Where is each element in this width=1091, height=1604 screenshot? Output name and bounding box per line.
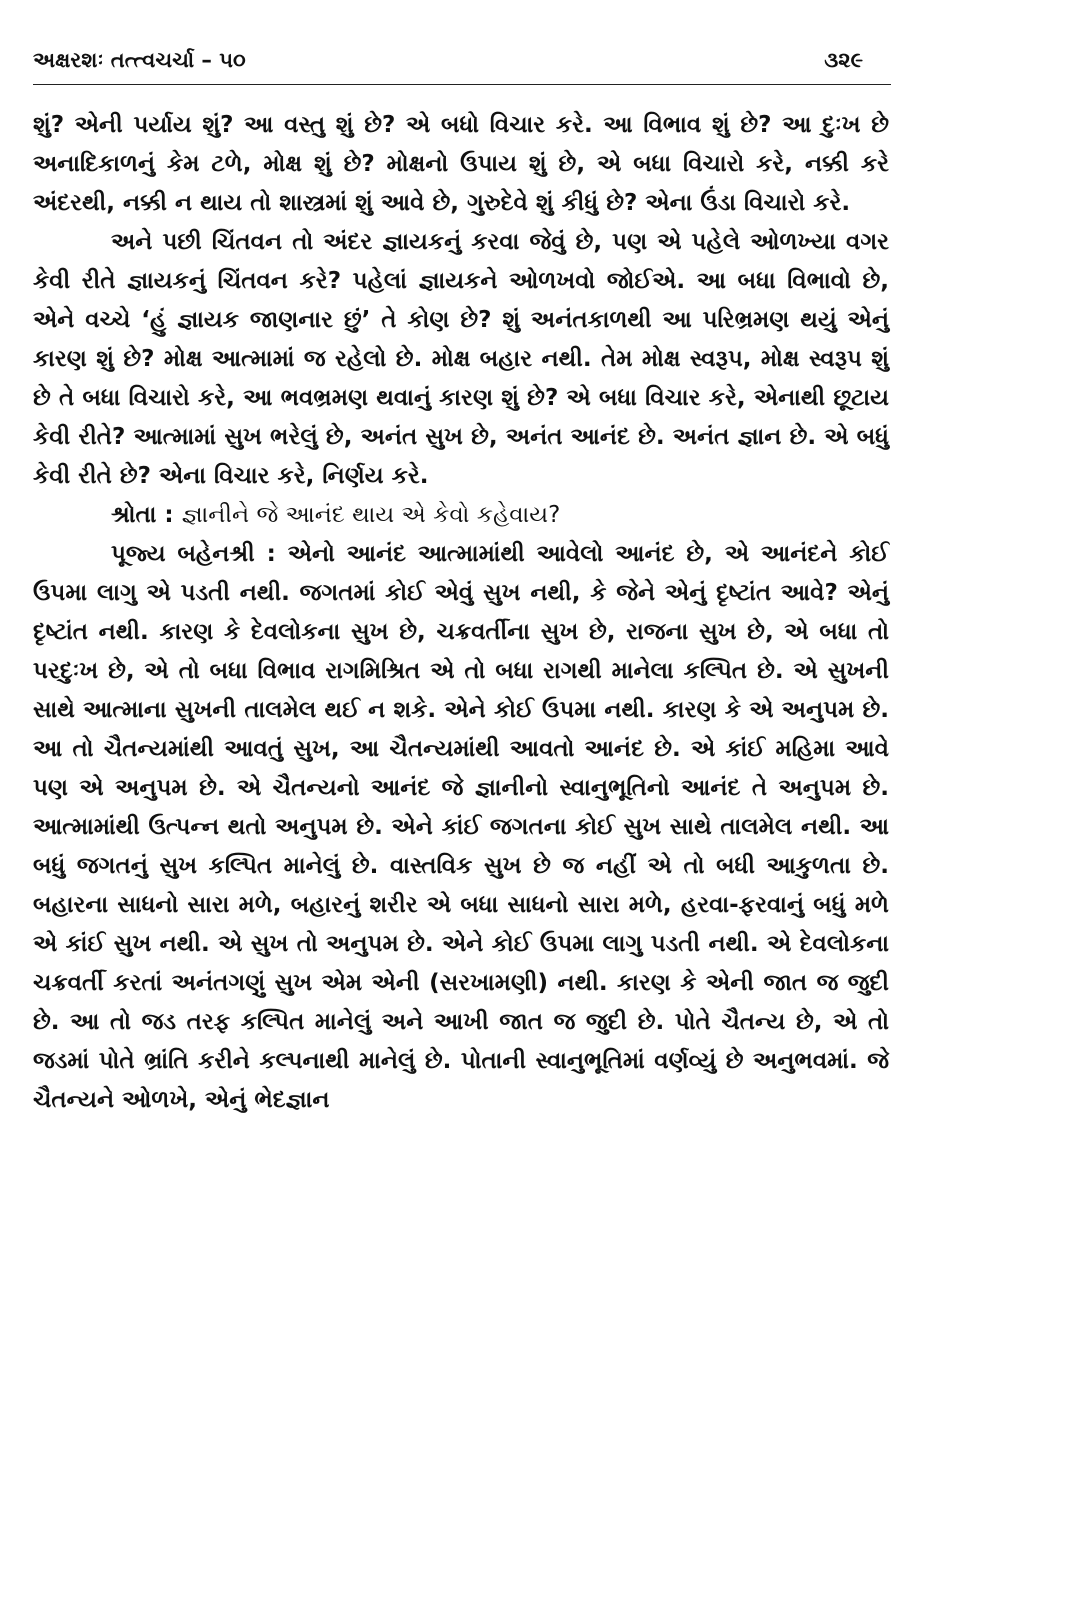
running-title: અક્ષરશઃ તત્ત્વચર્ચા – ૫૦ — [33, 48, 246, 72]
running-header — [33, 44, 891, 85]
bahenshri-label: પૂજ્ય બહેનશ્રી : — [111, 541, 276, 567]
page-number: ૩૨૯ — [824, 48, 863, 72]
bahenshri-answer — [33, 535, 889, 1120]
listener-question — [33, 496, 889, 535]
body-text — [33, 106, 889, 1120]
paragraph-contemplation: અને પછી ચિંતવન તો અંદર જ્ઞાયકનું કરવા જેવું છે, પણ એ પહેલે ઓળખ્યા વગર કેવી રીતે જ્ઞાયકનું ચિંતવન કરે? પહેલાં જ્ઞાયકને ઓળખવો જોઈએ. આ બધા વિભાવો છે, એને વચ્ચે ‘હું જ્ઞાયક જાણનાર છું’ તે કોણ છે? શું અનંતકાળથી આ પરિભ્રમણ થયું એનું કારણ શું છે? મોક્ષ આત્મામાં જ રહેલો છે. મોક્ષ બહાર નથી. તેમ મોક્ષ સ્વરૂપ, મોક્ષ સ્વરૂપ શું છે તે બધા વિચારો કરે, આ ભવભ્રમણ થવાનું કારણ શું છે? એ બધા વિચાર કરે, એનાથી છૂટાય કેવી રીતે? આત્મામાં સુખ ભરેલું છે, અનંત સુખ છે, અનંત આનંદ છે. અનંત જ્ઞાન છે. એ બધું કેવી રીતે છે? એના વિચાર કરે, નિર્ણય કરે. — [33, 229, 889, 489]
paragraph-continuation: શું? એની પર્યાય શું? આ વસ્તુ શું છે? એ બધો વિચાર કરે. આ વિભાવ શું છે? આ દુઃખ છે અનાદિકાળનું કેમ ટળે, મોક્ષ શું છે? મોક્ષનો ઉપાય શું છે, એ બધા વિચારો કરે, નક્કી કરે અંદરથી, નક્કી ન થાય તો શાસ્ત્રમાં શું આવે છે, ગુરુદેવે શું કીધું છે? એના ઉંડા વિચારો કરે. — [33, 112, 889, 216]
listener-label: શ્રોતા : — [111, 502, 174, 528]
listener-question-text: જ્ઞાનીને જે આનંદ થાય એ કેવો કહેવાય? — [181, 502, 561, 528]
bahenshri-answer-text: એનો આનંદ આત્મામાંથી આવેલો આનંદ છે, એ આનંદને કોઈ ઉપમા લાગુ એ પડતી નથી. જગતમાં કોઈ એવું સુખ નથી, કે જેને એનું દૃષ્ટાંત આવે? એનું દૃષ્ટાંત નથી. કારણ કે દેવલોકના સુખ છે, ચક્રવર્તીના સુખ છે, રાજના સુખ છે, એ બધા તો પરદુઃખ છે, એ તો બધા વિભાવ રાગમિશ્રિત એ તો બધા રાગથી માનેલા કલ્પિત છે. એ સુખની સાથે આત્માના સુખની તાલમેલ થઈ ન શકે. એને કોઈ ઉપમા નથી. કારણ કે એ અનુપમ છે. આ તો ચૈતન્યમાંથી આવતું સુખ, આ ચૈતન્યમાંથી આવતો આનંદ છે. એ કાંઈ મહિમા આવે પણ એ અનુપમ છે. એ ચૈતન્યનો આનંદ જે જ્ઞાનીનો સ્વાનુભૂતિનો આનંદ તે અનુપમ છે. આત્મામાંથી ઉત્પન્ન થતો અનુપમ છે. એને કાંઈ જગતના કોઈ સુખ સાથે તાલમેલ નથી. આ બધું જગતનું સુખ કલ્પિત માનેલું છે. વાસ્તવિક સુખ છે જ નહીં એ તો બધી આકુળતા છે. બહારના સાધનો સારા મળે, બહારનું શરીર એ બધા સાધનો સારા મળે, હરવા-ફરવાનું બધું મળે એ કાંઈ સુખ નથી. એ સુખ તો અનુપમ છે. એને કોઈ ઉપમા લાગુ પડતી નથી. એ દેવલોકના ચક્રવર્તી કરતાં અનંતગણું સુખ એમ એની (સરખામણી) નથી. કારણ કે એની જાત જ જુદી છે. આ તો જડ તરફ કલ્પિત માનેલું અને આખી જાત જ જુદી છે. પોતે ચૈતન્ય છે, એ તો જડમાં પોતે ભ્રાંતિ કરીને કલ્પનાથી માનેલું છે. પોતાની સ્વાનુભૂતિમાં વર્ણવ્યું છે અનુભવમાં. જે ચૈતન્યને ઓળખે, એનું ભેદજ્ઞાન — [33, 541, 889, 1113]
